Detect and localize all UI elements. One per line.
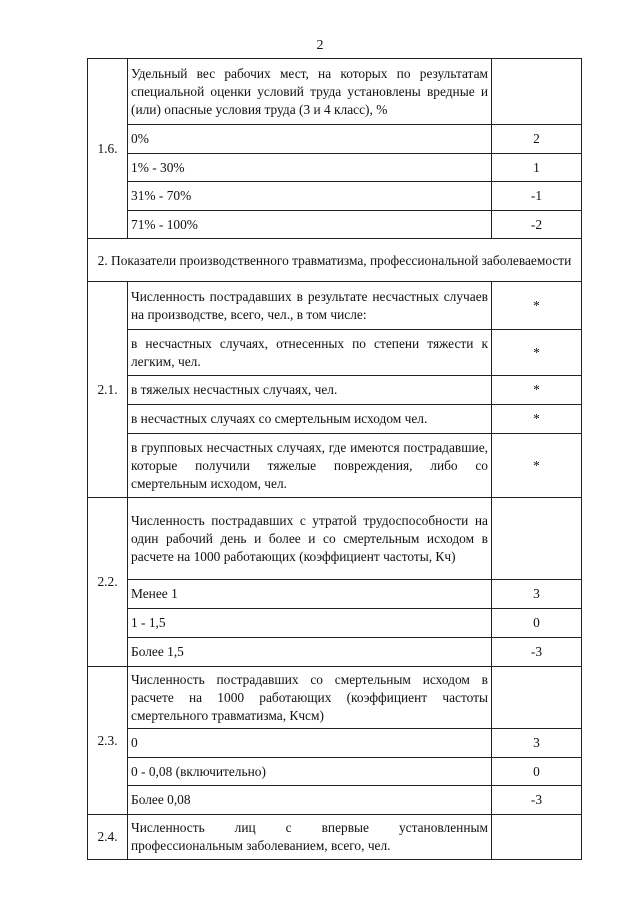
table-row [88,786,582,815]
table-row [88,282,582,330]
table-row [88,498,582,580]
option-score: * [492,282,582,330]
row-number: 1.6. [88,59,128,239]
option-label: 0 - 0,08 (включительно) [128,758,492,786]
table-row [88,125,582,154]
option-score: * [492,405,582,434]
table-row [88,376,582,405]
table-row [88,405,582,434]
table-row [88,815,582,860]
table-row [88,211,582,239]
option-score: * [492,434,582,498]
option-score: 0 [492,609,582,638]
option-score: -3 [492,638,582,667]
option-label: 0 [128,729,492,758]
section-title: 2. Показатели производственного травматизма, профессиональной заболеваемости [88,239,582,282]
table-row [88,59,582,125]
option-score: * [492,376,582,405]
option-label: в тяжелых несчастных случаях, чел. [128,376,492,405]
row-number: 2.3. [88,667,128,815]
option-score: 2 [492,125,582,154]
option-label: 1% - 30% [128,154,492,182]
indicator-title: Численность пострадавших в результате несчастных случаев на производстве, всего, чел., в том числе: [128,282,492,330]
option-label: 0% [128,125,492,154]
option-score: -2 [492,211,582,239]
table-row [88,182,582,211]
option-label: 1 - 1,5 [128,609,492,638]
table-row [88,667,582,729]
option-label: Более 1,5 [128,638,492,667]
table-row [88,609,582,638]
row-number: 2.4. [88,815,128,860]
page-number: 2 [316,38,324,53]
indicator-title: Численность пострадавших со смертельным исходом в расчете на 1000 работающих (коэффициент частоты смертельного травматизма, Кчсм) [128,667,492,729]
table-row [88,638,582,667]
option-label: в несчастных случаях со смертельным исходом чел. [128,405,492,434]
option-score: 3 [492,729,582,758]
table-row [88,434,582,498]
table-row [88,330,582,376]
option-score: -1 [492,182,582,211]
score-cell [492,815,582,860]
table-row [88,154,582,182]
option-label: в несчастных случаях, отнесенных по степени тяжести к легким, чел. [128,330,492,376]
option-label: Менее 1 [128,580,492,609]
table-row [88,758,582,786]
option-score: 1 [492,154,582,182]
score-cell [492,498,582,580]
option-label: 31% - 70% [128,182,492,211]
table-row [88,580,582,609]
option-score: -3 [492,786,582,815]
indicator-title: Численность пострадавших с утратой трудоспособности на один рабочий день и более и со смертельным исходом в расчете на 1000 работающих (коэффициент частоты, Кч) [128,498,492,580]
row-number: 2.2. [88,498,128,667]
option-label: Более 0,08 [128,786,492,815]
score-cell [492,667,582,729]
score-cell [492,59,582,125]
option-score: 3 [492,580,582,609]
indicators-table [87,58,582,860]
indicator-title: Численность лиц с впервые установленным профессиональным заболеванием, всего, чел. [128,815,492,860]
option-score: 0 [492,758,582,786]
option-score: * [492,330,582,376]
option-label: в групповых несчастных случаях, где имеются пострадавшие, которые получили тяжелые повреждения, либо со смертельным исходом, чел. [128,434,492,498]
table-row [88,729,582,758]
indicator-title: Удельный вес рабочих мест, на которых по результатам специальной оценки условий труда установлены вредные и (или) опасные условия труда (3 и 4 класс), % [128,59,492,125]
table-row [88,239,582,282]
option-label: 71% - 100% [128,211,492,239]
row-number: 2.1. [88,282,128,498]
